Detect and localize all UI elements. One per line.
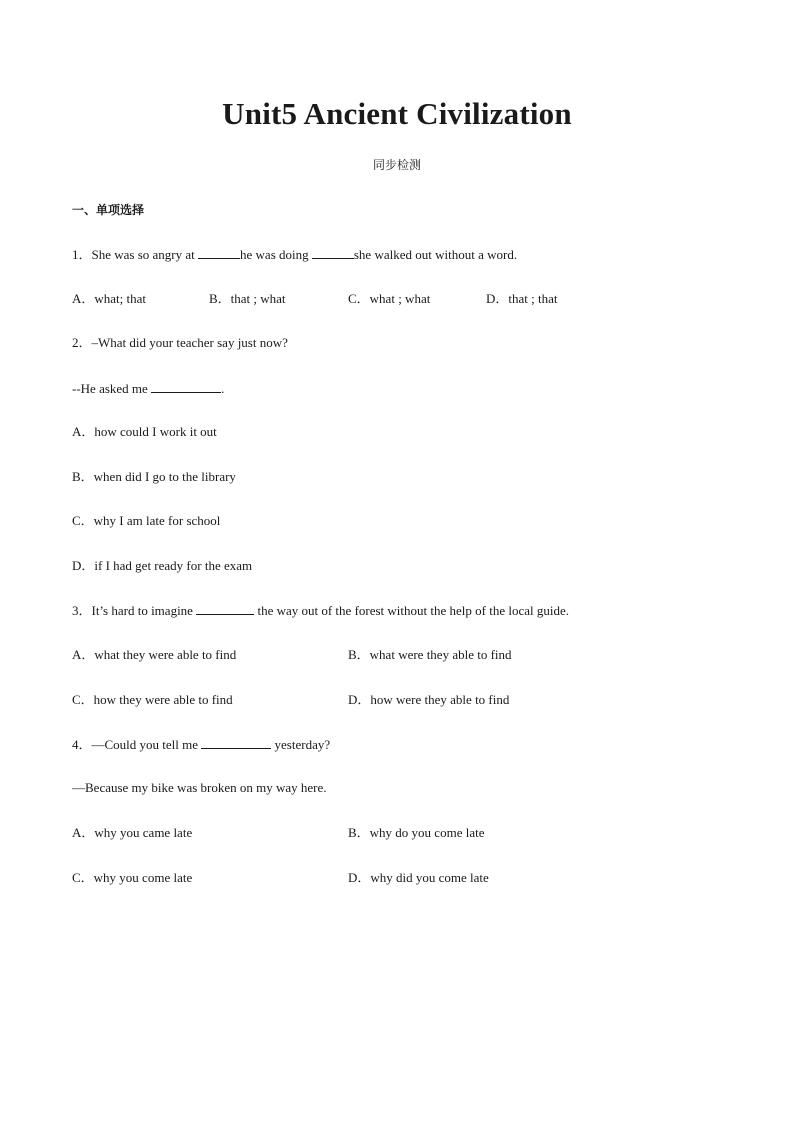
question-1-stem xyxy=(72,246,517,263)
question-4-text-part: yesterday? xyxy=(271,737,331,752)
question-1-text-part: she walked out without a word. xyxy=(353,247,518,262)
question-3-stem xyxy=(72,602,569,619)
question-2-text-part: --He asked me xyxy=(72,381,152,396)
question-2-stem: 2．–What did your teacher say just now? xyxy=(72,335,288,350)
answer-blank xyxy=(151,380,221,393)
answer-blank xyxy=(312,246,354,259)
question-4-stem xyxy=(72,736,330,753)
question-2-stem-reply xyxy=(72,380,224,397)
question-2-text-part: . xyxy=(221,381,225,396)
document-title: Unit5 Ancient Civilization xyxy=(222,96,572,131)
question-3-text-part: 3．It’s hard to imagine xyxy=(72,603,197,618)
question-1-option-b: B．that ; what xyxy=(209,291,286,306)
question-4-option-c: C．why you come late xyxy=(72,870,193,885)
question-3-option-b: B．what were they able to find xyxy=(348,647,512,662)
question-4-option-a: A．why you came late xyxy=(72,825,193,840)
question-1-text-part: he was doing xyxy=(240,247,312,262)
question-3-option-d: D．how were they able to find xyxy=(348,692,510,707)
question-3-option-c: C．how they were able to find xyxy=(72,692,233,707)
answer-blank xyxy=(201,736,271,749)
document-subtitle: 同步检测 xyxy=(372,158,421,172)
question-1-option-a: A．what; that xyxy=(72,291,147,306)
section-heading: 一、单项选择 xyxy=(72,203,145,217)
question-4-option-d: D．why did you come late xyxy=(348,870,489,885)
question-1-option-c: C．what ; what xyxy=(348,291,431,306)
answer-blank xyxy=(198,246,240,259)
question-1-option-d: D．that ; that xyxy=(486,291,558,306)
question-4-text-part: 4．—Could you tell me xyxy=(72,737,202,752)
question-4-option-b: B．why do you come late xyxy=(348,825,485,840)
question-3-option-a: A．what they were able to find xyxy=(72,647,237,662)
question-2-option-b: B．when did I go to the library xyxy=(72,469,236,484)
question-2-option-d: D．if I had get ready for the exam xyxy=(72,558,253,573)
question-2-option-a: A．how could I work it out xyxy=(72,424,217,439)
question-2-option-c: C．why I am late for school xyxy=(72,513,221,528)
question-1-text-part: 1．She was so angry at xyxy=(72,247,199,262)
question-4-stem-reply: —Because my bike was broken on my way here. xyxy=(72,780,327,795)
answer-blank xyxy=(196,602,254,615)
question-3-text-part: the way out of the forest without the help of the local guide. xyxy=(254,603,570,618)
